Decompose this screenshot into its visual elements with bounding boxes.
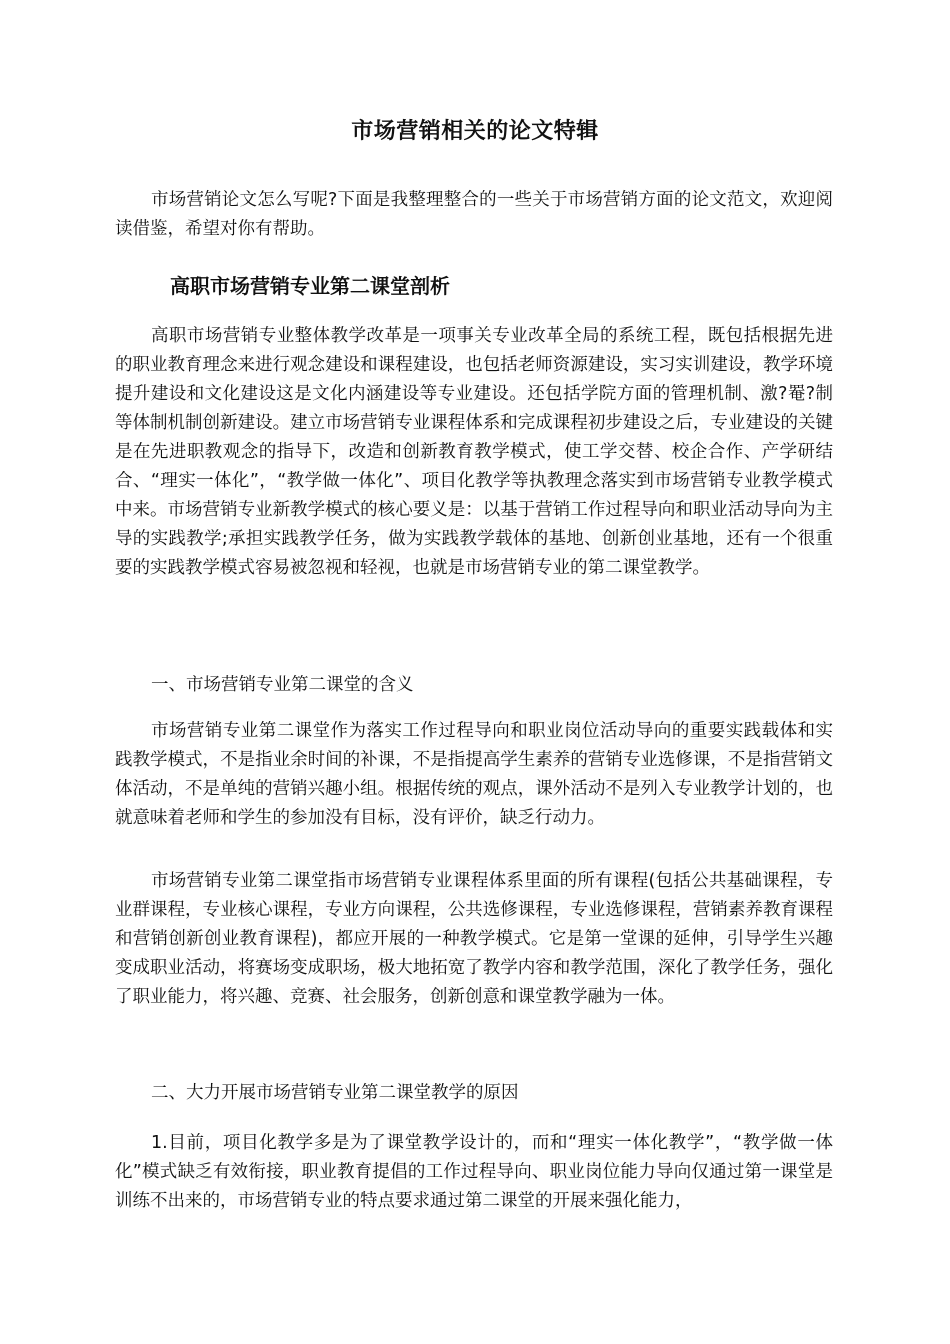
document-title: 市场营销相关的论文特辑 bbox=[351, 119, 599, 144]
subheading-paragraph: 二、大力开展市场营销专业第二课堂教学的原因 bbox=[151, 1083, 519, 1103]
body-paragraph: 市场营销专业第二课堂作为落实工作过程导向和职业岗位活动导向的重要实践载体和实践教学模式，不是指业余时间的补课，不是指提高学生素养的营销专业选修课，不是指营销文体活动，不是单纯的营销兴趣小组。根据传统的观点，课外活动不是列入专业教学计划的，也就意味着老师和学生的参加没有目标，没有评价，缺乏行动力。 bbox=[115, 721, 833, 828]
body-paragraph: 1.目前，项目化教学多是为了课堂教学设计的，而和“理实一体化教学”，“教学做一体化”模式缺乏有效衔接，职业教育提倡的工作过程导向、职业岗位能力导向仅通过第一课堂是训练不出来的，市场营销专业的特点要求通过第二课堂的开展来强化能力， bbox=[115, 1133, 833, 1211]
body-paragraph: 市场营销专业第二课堂指市场营销专业课程体系里面的所有课程(包括公共基础课程，专业群课程，专业核心课程，专业方向课程，公共选修课程，专业选修课程，营销素养教育课程和营销创新创业教育课程)，都应开展的一种教学模式。它是第一堂课的延伸，引导学生兴趣变成职业活动，将赛场变成职场，极大地拓宽了教学内容和教学范围，深化了教学任务，强化了职业能力，将兴趣、竞赛、社会服务，创新创意和课堂教学融为一体。 bbox=[115, 871, 833, 1007]
section-title: 高职市场营销专业第二课堂剖析 bbox=[170, 274, 450, 298]
intro-paragraph: 市场营销论文怎么写呢?下面是我整理整合的一些关于市场营销方面的论文范文，欢迎阅读借鉴，希望对你有帮助。 bbox=[115, 190, 833, 239]
subheading-paragraph: 一、市场营销专业第二课堂的含义 bbox=[151, 675, 414, 695]
body-paragraph: 高职市场营销专业整体教学改革是一项事关专业改革全局的系统工程，既包括根据先进的职业教育理念来进行观念建设和课程建设，也包括老师资源建设，实习实训建设，教学环境提升建设和文化建设这是文化内涵建设等专业建设。还包括学院方面的管理机制、激?罨?制等体制机制创新建设。建立市场营销专业课程体系和完成课程初步建设之后，专业建设的关键是在先进职教观念的指导下，改造和创新教育教学模式，使工学交替、校企合作、产学研结合、“理实一体化”，“教学做一体化”、项目化教学等执教理念落实到市场营销专业教学模式中来。市场营销专业新教学模式的核心要义是：以基于营销工作过程导向和职业活动导向为主导的实践教学;承担实践教学任务，做为实践教学载体的基地、创新创业基地，还有一个很重要的实践教学模式容易被忽视和轻视，也就是市场营销专业的第二课堂教学。 bbox=[115, 326, 833, 578]
